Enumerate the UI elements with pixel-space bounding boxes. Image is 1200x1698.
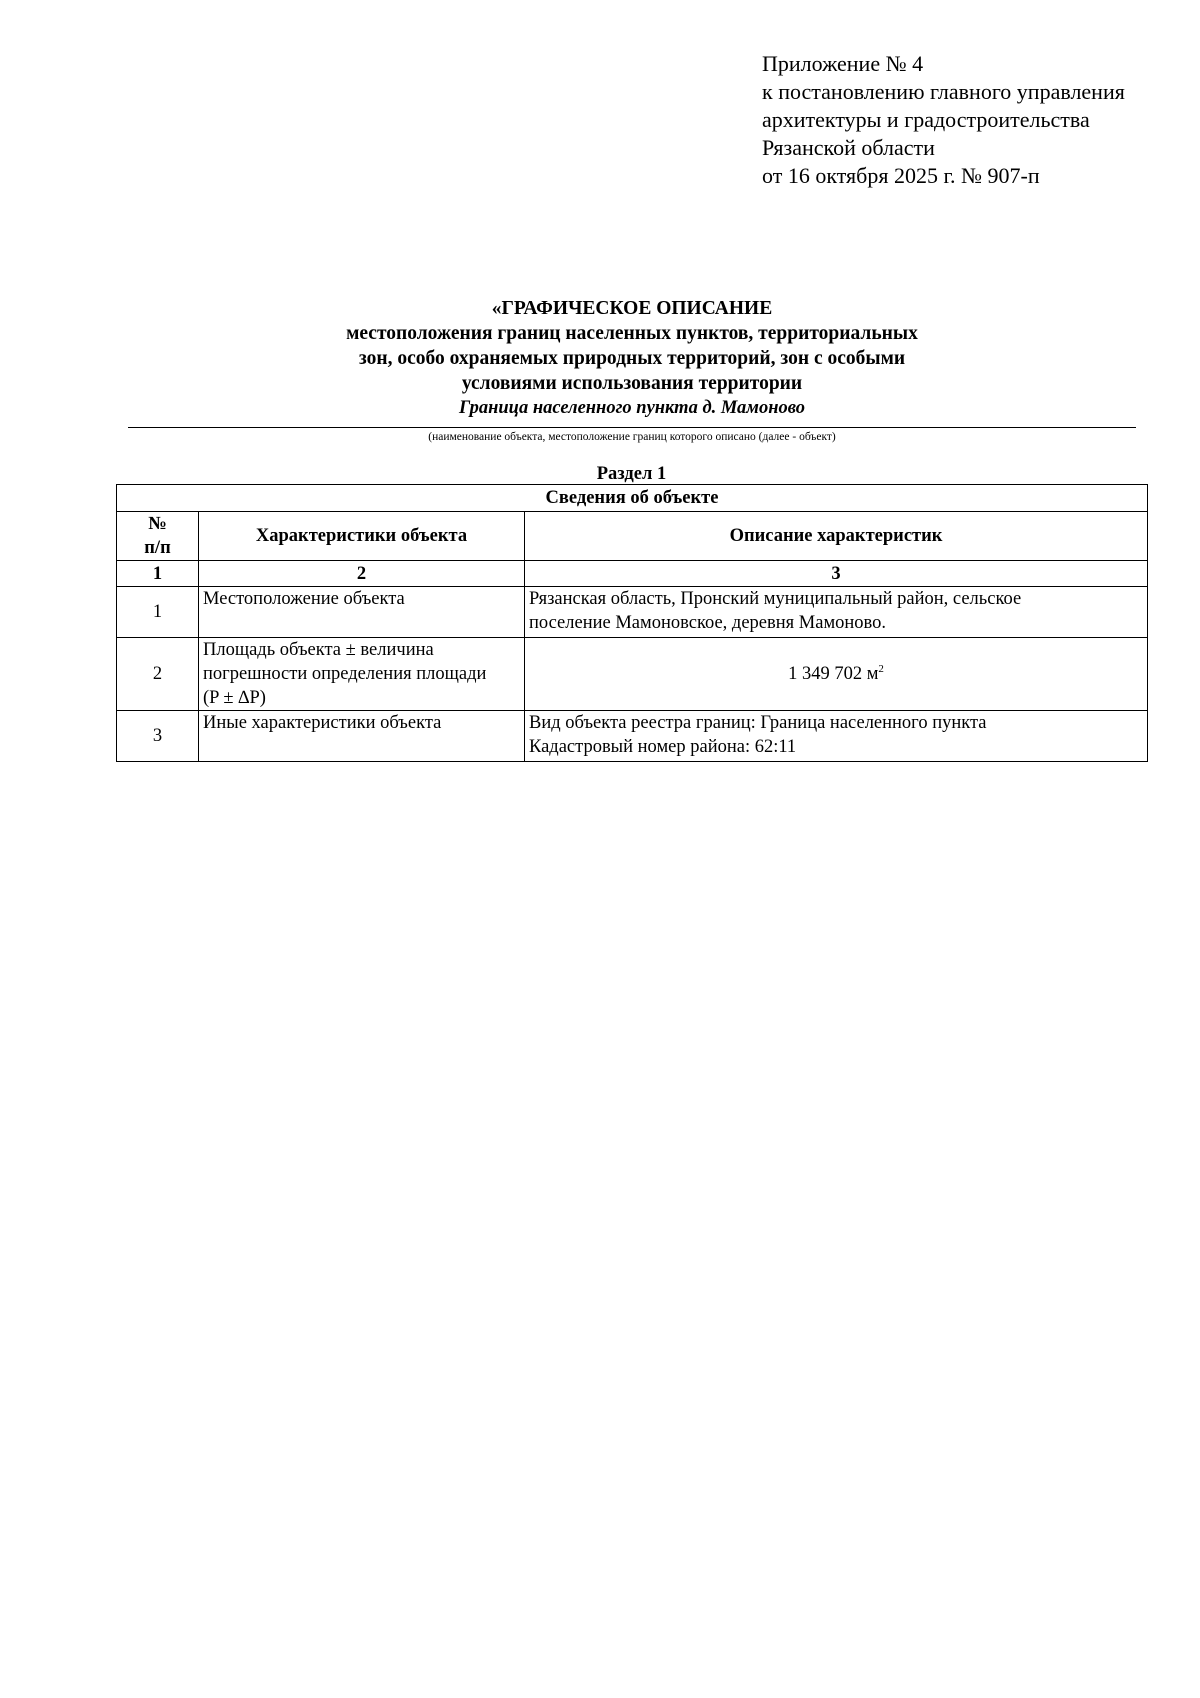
appendix-line: Приложение № 4 [762, 51, 924, 76]
column-number: 1 [117, 561, 199, 587]
row-characteristic [199, 711, 525, 762]
description-line: Кадастровый номер района: 62:11 [529, 737, 797, 757]
table-row [117, 638, 1148, 711]
document-title [128, 296, 1136, 420]
appendix-line: Рязанской области [762, 135, 935, 160]
characteristic-line: погрешности определения площади [203, 664, 487, 684]
row-num: 1 [117, 587, 199, 638]
area-unit-superscript: 2 [878, 662, 884, 675]
row-description [525, 711, 1148, 762]
characteristic-line: Площадь объекта ± величина [203, 640, 434, 660]
header-num-line2: п/п [144, 538, 171, 558]
column-number: 3 [525, 561, 1148, 587]
row-characteristic [199, 638, 525, 711]
header-characteristic: Характеристики объекта [199, 512, 525, 561]
description-line: Вид объекта реестра границ: Граница населенного пункта [529, 713, 987, 733]
appendix-line: к постановлению главного управления [762, 79, 1125, 104]
column-number: 2 [199, 561, 525, 587]
header-description: Описание характеристик [525, 512, 1148, 561]
object-name: Граница населенного пункта д. Мамоново [458, 398, 806, 418]
table-caption: Сведения об объекте [117, 485, 1148, 512]
column-number-row [117, 561, 1148, 587]
table-row [117, 711, 1148, 762]
header-num-line1: № [148, 514, 167, 534]
table-header-row [117, 512, 1148, 561]
title-line: «ГРАФИЧЕСКОЕ ОПИСАНИЕ [491, 298, 773, 319]
characteristic-line: Местоположение объекта [203, 589, 405, 609]
object-name-underline [128, 427, 1136, 428]
title-line: зон, особо охраняемых природных территорий, зон с особыми [358, 348, 906, 369]
characteristic-line: (P ± ∆P) [203, 688, 266, 708]
description-line: Рязанская область, Пронский муниципальный район, сельское [529, 589, 1022, 609]
section-title: Раздел 1 [596, 464, 667, 484]
appendix-line: от 16 октября 2025 г. № 907-п [762, 163, 1040, 188]
row-description [525, 638, 1148, 711]
row-num: 2 [117, 638, 199, 711]
row-characteristic [199, 587, 525, 638]
object-name-caption: (наименование объекта, местоположение границ которого описано (далее - объект) [428, 431, 836, 443]
title-line: условиями использования территории [461, 373, 803, 394]
appendix-line: архитектуры и градостроительства [762, 107, 1090, 132]
table-row [117, 587, 1148, 638]
table-caption-row [117, 485, 1148, 512]
characteristic-line: Иные характеристики объекта [203, 713, 442, 733]
area-value: 1 349 702 м [788, 664, 879, 684]
header-num [117, 512, 199, 561]
title-line: местоположения границ населенных пунктов, территориальных [346, 323, 918, 344]
row-description [525, 587, 1148, 638]
object-info-table [116, 484, 1148, 762]
row-num: 3 [117, 711, 199, 762]
description-line: поселение Мамоновское, деревня Мамоново. [529, 613, 887, 633]
appendix-header [762, 50, 1125, 190]
